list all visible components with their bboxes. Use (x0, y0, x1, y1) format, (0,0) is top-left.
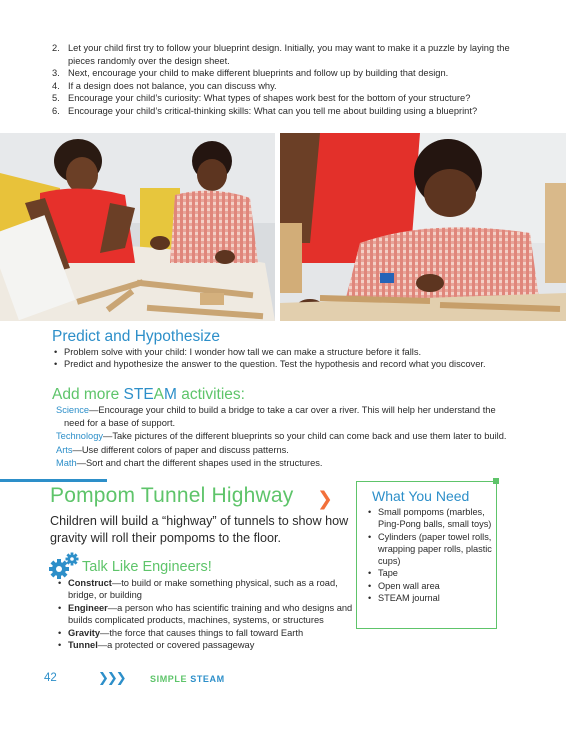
list-item: • Open wall area (368, 580, 440, 591)
list-item: • Problem solve with your child: I wonder how tall we can make a structure before it falls. (54, 347, 422, 357)
pompom-intro: Children will build a “highway” of tunnels to show how gravity will roll their pompoms to the floor. (50, 514, 349, 545)
chevron-right-icon: ❯ (317, 489, 333, 510)
step-item: 3. Next, encourage your child to make different blueprints and follow up by building that design. (52, 68, 449, 79)
list-item: • Cylinders (paper towel rolls, wrapping paper rolls, plastic cups) (368, 531, 492, 567)
step-item: 6. Encourage your child’s critical-thinking skills: What can you tell me about building using a blueprint? (52, 105, 478, 116)
photo-strip (0, 133, 566, 321)
section-divider (0, 479, 107, 482)
what-you-need-heading: What You Need (372, 488, 470, 504)
page-number: 42 (44, 672, 57, 684)
chevrons-icon: ❯❯❯ (98, 670, 125, 685)
list-item: • Tape (368, 568, 398, 579)
list-item: • Tunnel—a protected or covered passageway (58, 640, 255, 651)
step-item: 2. Let your child first try to follow your blueprint design. Initially, you may want to make it a puzzle by laying the pieces randomly over the design sheet. (52, 43, 510, 66)
list-item: • Predict and hypothesize the answer to the question. Test the hypothesis and record what you discover. (54, 359, 486, 370)
activity-technology: Technology—Take pictures of the different blueprints so your child can come back and use them later to build. (56, 431, 507, 442)
activity-arts: Arts—Use different colors of paper and discuss patterns. (56, 444, 289, 455)
book-title: SIMPLE STEAM (150, 674, 225, 684)
steam-activities (56, 404, 526, 471)
list-item: • Small pompoms (marbles, Ping-Pong balls, small toys) (368, 507, 492, 530)
talk-heading: Talk Like Engineers! (82, 559, 212, 575)
materials-list (368, 506, 496, 604)
box-corner-accent (493, 478, 499, 484)
pompom-heading: Pompom Tunnel Highway (50, 484, 294, 507)
list-item: • Engineer—a person who has scientific training and who designs and builds complicated products, machines, systems, or structures (58, 602, 353, 626)
list-item: • Construct—to build or make something physical, such as a road, bridge, or building (58, 578, 338, 601)
predict-bullets (54, 346, 524, 371)
numbered-steps (52, 42, 512, 118)
vocab-list (58, 577, 358, 651)
activity-math: Math—Sort and chart the different shapes used in the structures. (56, 458, 323, 469)
photo-child-closeup-blocks (280, 133, 566, 321)
steam-heading: Add more STEAM activities: (52, 386, 245, 403)
predict-heading: Predict and Hypothesize (52, 328, 221, 345)
list-item: • STEAM journal (368, 593, 440, 604)
step-item: 5. Encourage your child’s curiosity: What types of shapes work best for the bottom of your structure? (52, 93, 471, 104)
list-item: • Gravity—the force that causes things to fall toward Earth (58, 627, 304, 638)
step-item: 4. If a design does not balance, you can discuss why. (52, 80, 277, 91)
activity-science: Science—Encourage your child to build a bridge to take a car over a river. This will help her understand the need for a base of support. (56, 405, 496, 428)
photo-mother-and-child-building (0, 133, 275, 321)
